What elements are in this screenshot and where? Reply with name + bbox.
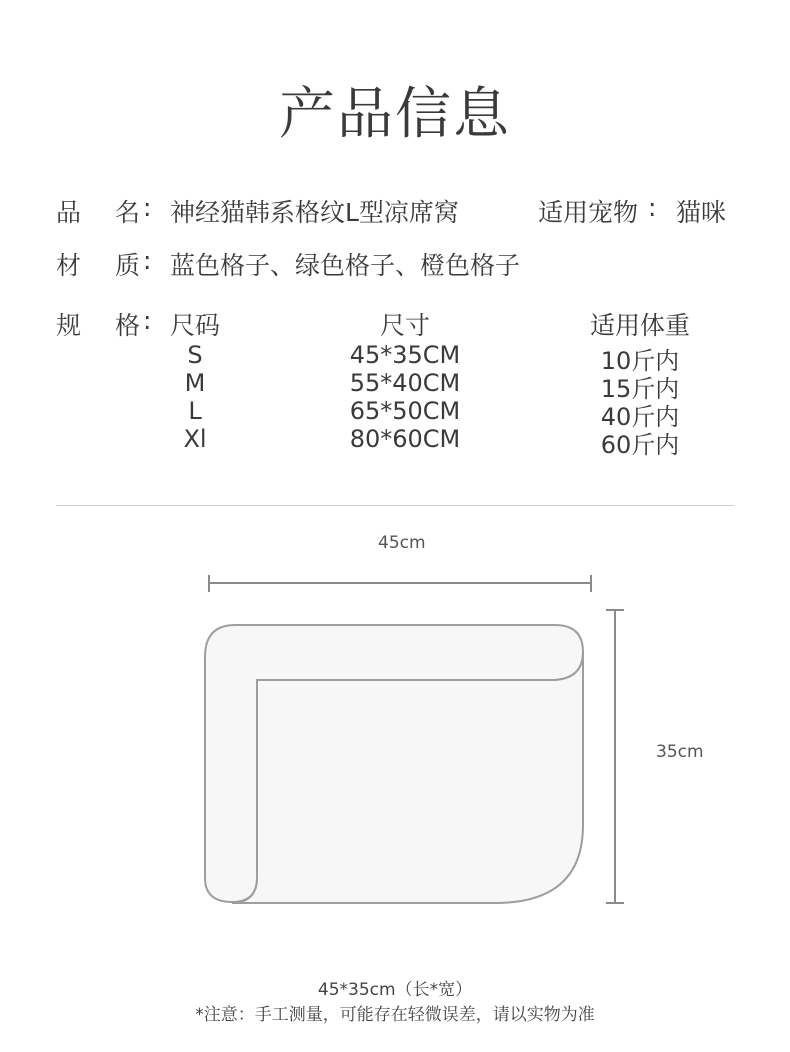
name-label-part2: 名 — [115, 198, 141, 227]
height-label: 35cm — [656, 742, 704, 762]
material-row — [0, 246, 790, 278]
name-label-part1: 品 — [56, 198, 82, 227]
pet-colon: : — [648, 193, 657, 222]
spec-label-part1: 规 — [56, 311, 82, 340]
size-caption: 45*35cm（长*宽） — [317, 980, 473, 1000]
spec-cell-dimension: 80*60CM — [349, 425, 461, 453]
spec-header-weight: 适用体重 — [589, 311, 690, 340]
height-dimension-line — [606, 610, 624, 903]
material-label-part1: 材 — [56, 251, 82, 280]
material-label-part2: 质 — [115, 251, 141, 280]
spec-cell-weight: 15斤内 — [600, 375, 680, 403]
width-label: 45cm — [378, 533, 426, 553]
bed-diagram — [195, 570, 635, 915]
spec-cell-dimension: 65*50CM — [349, 397, 461, 425]
spec-colon: : — [143, 306, 152, 335]
material-colon: : — [143, 246, 152, 275]
bed-base — [232, 652, 583, 903]
spec-cell-dimension: 55*40CM — [349, 369, 461, 397]
pet-label: 适用宠物 — [538, 198, 639, 227]
width-dimension-line — [209, 575, 591, 592]
measurement-note: *注意：手工测量，可能存在轻微误差，请以实物为准 — [195, 1005, 595, 1025]
spec-cell-size: L — [188, 397, 202, 425]
section-divider — [56, 505, 734, 506]
spec-cell-size: S — [187, 341, 203, 369]
spec-header-size: 尺码 — [170, 311, 221, 340]
spec-label-part2: 格 — [115, 311, 141, 340]
spec-cell-weight: 10斤内 — [600, 347, 680, 375]
name-colon: : — [143, 193, 152, 222]
spec-cell-size: Xl — [183, 425, 207, 453]
spec-cell-weight: 60斤内 — [600, 431, 680, 459]
spec-cell-dimension: 45*35CM — [349, 341, 461, 369]
pet-value: 猫咪 — [676, 198, 727, 227]
product-name-row — [0, 193, 790, 225]
spec-header-dimension: 尺寸 — [379, 311, 430, 340]
product-name-value: 神经猫韩系格纹L型凉席窝 — [170, 198, 459, 227]
page-title: 产品信息 — [279, 82, 511, 147]
spec-cell-weight: 40斤内 — [600, 403, 680, 431]
material-value: 蓝色格子、绿色格子、橙色格子 — [170, 251, 521, 280]
spec-cell-size: M — [184, 369, 206, 397]
